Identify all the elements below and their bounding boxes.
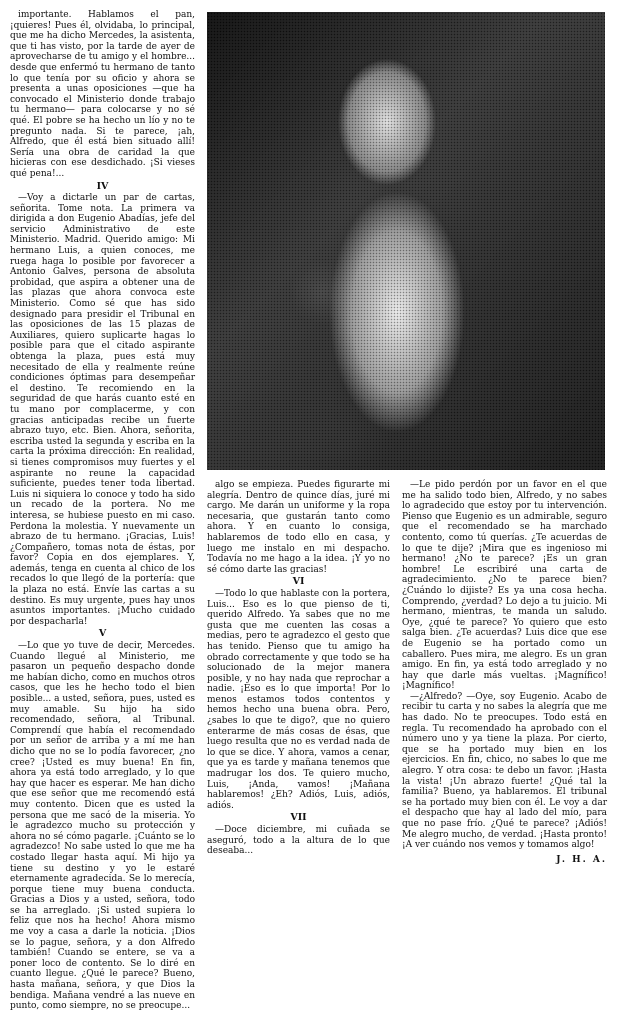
- illustration-photo: [207, 12, 605, 470]
- text-column-right: [402, 480, 607, 865]
- paragraph: algo se empieza. Puedes figurarte mi alegría. Dentro de quince días, juré mi cargo. Me darán un uniforme y la ropa necesaria, que gustarán tanto como ahora. Y en cuanto lo consiga, hablaremos de todo ello en casa, y luego me instalo en mi despacho. Todavía no me hago a la idea. ¡Y yo no sé cómo darte las gracias!: [207, 480, 390, 575]
- paragraph: —¿Alfredo? —Oye, soy Eugenio. Acabo de recibir tu carta y no sabes la alegría que me has dado. No te preocupes. Todo está en regla. Tu recomendado ha aprobado con el número uno y ya tiene la plaza. Por cierto, que se ha portado muy bien en los ejercicios. En fin, chico, no sabes lo que me alegro. Y otra cosa: te debo un favor. ¡Hasta la vista! ¡Un abrazo fuerte! ¿Qué tal la familia? Bueno, ya hablaremos. El tribunal se ha portado muy bien con él. Le voy a dar el despacho que hay al lado del mío, para que no pase frío. ¿Qué te parece? ¡Adiós! Me alegro mucho, de verdad. ¡Hasta pronto! ¡A ver cuándo nos vemos y tomamos algo!: [402, 691, 607, 851]
- paragraph: —Lo que yo tuve de decir, Mercedes. Cuando llegué al Ministerio, me pasaron un pequeño despacho donde me habían dicho, como en muchos otros casos, que les he hecho todo el bien posible... a usted, señora, pues, usted es muy amable. Su hijo ha sido recomendado, señora, al Tribunal. Comprendí que había el recomendado por un señor de arriba y a mí me han dicho que no se lo podía favorecer, ¿no cree? ¡Usted es muy buena! En fin, ahora ya está todo arreglado, y lo que hay que hacer es esperar. Me han dicho que ese señor que me recomendó está muy contento. Dicen que es usted la persona que me sacó de la miseria. Yo le agradezco mucho su protección y ahora no sé cómo pagarle. ¡Cuánto se lo agradezco! No sabe usted lo que me ha costado llegar hasta aquí. Mi hijo ya tiene su destino y yo le estaré eternamente agradecida. Se lo merecía, porque tiene muy buena conducta. Gracias a Dios y a usted, señora, todo se ha arreglado. ¡Si usted supiera lo feliz que nos ha hecho! Ahora mismo me voy a casa a darle la noticia. ¡Dios se lo pague, señora, y a don Alfredo también! Cuando se entere, se va a poner loco de contento. Se lo diré en cuanto llegue. ¿Qué le parece? Bueno, hasta mañana, señora, y que Dios la bendiga. Mañana vendré a las nueve en punto, como siempre, no se preocupe...: [10, 641, 195, 1012]
- section-heading: VI: [292, 576, 305, 588]
- section-heading: VII: [290, 812, 307, 824]
- author-signature: J. H. A.: [556, 854, 607, 865]
- paragraph: importante. Hablamos el pan, ¡quieres! Pues él, olvidaba, lo principal, que me ha dicho Mercedes, la asistenta, que ti has visto, por la tarde de ayer de aprovecharse de tu amigo y el hombre... desde que enfermó tu hermano de tanto lo que tenía por su oficio y ahora se presenta a unas oposiciones —que ha convocado el Ministerio donde trabajo tu hermano— para colocarse y no sé qué. El pobre se ha hecho un lío y no te pregunto nada. Si te parece, ¡ah, Alfredo, que él está bien situado allí! Sería una obra de caridad la que hicieras con ese desdichado. ¡Si vieses qué pena!...: [10, 10, 195, 179]
- paragraph: —Doce diciembre, mi cuñada se aseguró, todo a la altura de lo que deseaba...: [207, 825, 390, 857]
- section-heading: IV: [96, 180, 109, 192]
- paragraph: —Voy a dictarle un par de cartas, señorita. Tome nota. La primera va dirigida a don Eugenio Abadías, jefe del servicio Administrativo de este Ministerio. Madrid. Querido amigo: Mi hermano Luis, a quien conoces, me ruega haga lo posible por favorecer a Antonio Galves, persona de absoluta probidad, que aspira a obtener una de las plazas que ahora convoca este Ministerio. Como sé que has sido designado para presidir el Tribunal en las oposiciones de las 15 plazas de Auxiliares, quiero suplicarte hagas lo posible para que el citado aspirante obtenga la plaza, pues está muy necesitado de ella y realmente reúne condiciones óptimas para desempeñar el destino. Te recomiendo en la seguridad de que harás cuanto esté en tu mano por complacerme, y con gracias anticipadas recibe un fuerte abrazo tuyo, etc. Bien. Ahora, señorita, escriba usted la segunda y escriba en la carta la próxima dirección: En realidad, si tienes compromisos muy fuertes y el aspirante no reune la capacidad suficiente, puedes tener toda libertad. Luis ni siquiera lo conoce y todo ha sido un recado de la portera. No me interesa, se hubiese puesto en mi caso. Perdona la molestia. Y nuevamente un abrazo de tu hermano. ¡Gracias, Luis! ¿Compañero, tomas nota de éstas, por favor? Copia en dos ejemplares. Y, además, tenga en cuenta al chico de los recados lo que llegó de la portería: que la plaza no está. Envíe las cartas a su destino. Es muy urgente, pues hay unos asuntos importantes. ¡Mucho cuidado por despacharla!: [10, 193, 195, 627]
- section-heading: V: [98, 628, 107, 640]
- paragraph: —Le pido perdón por un favor en el que me ha salido todo bien, Alfredo, y no sabes lo agradecido que estoy por tu intervención. Pienso que Eugenio es un admirable, seguro que el recomendado se ha marchado contento, como tú querías. ¿Te acuerdas de lo que te dije? ¡Mira que es ingenioso mi hermano! ¿No te parece? ¡Es un gran hombre! Le escribiré una carta de agradecimiento. ¿No te parece bien? ¿Cuándo lo dijiste? Es ya una cosa hecha. Comprendo, ¿verdad? Lo dejo a tu juicio. Mi hermano, mientras, te manda un saludo. Oye, ¿qué te parece? Yo quiero que esto salga bien. ¿Te acuerdas? Luis dice que ese de Eugenio se ha portado como un caballero. Pues mira, me alegro. Es un gran amigo. En fin, ya está todo arreglado y no hay que darle más vueltas. ¡Magnífico! ¡Magnífico!: [402, 480, 607, 692]
- text-column-middle: [207, 480, 390, 857]
- paragraph: —Todo lo que hablaste con la portera, Luis... Eso es lo que pienso de ti, querido Alfredo. Ya sabes que no me gusta que me cuenten las cosas a medias, pero te agradezco el gesto que has tenido. Pienso que tu amigo ha obrado correctamente y que todo se ha solucionado de la mejor manera posible, y no hay nada que reprochar a nadie. ¡Eso es lo que importa! Por lo menos estamos todos contentos y hemos hecho una buena obra. Pero, ¿sabes lo que te digo?, que no quiero enterarme de más cosas de ésas, que luego resulta que no es verdad nada de lo que se dice. Y ahora, vamos a cenar, que ya es tarde y mañana tenemos que madrugar los dos. Te quiero mucho, Luis, ¡Anda, vamos! ¡Mañana hablaremos! ¿Eh? Adiós, Luis, adiós, adiós.: [207, 588, 390, 811]
- text-column-left: [10, 10, 195, 1012]
